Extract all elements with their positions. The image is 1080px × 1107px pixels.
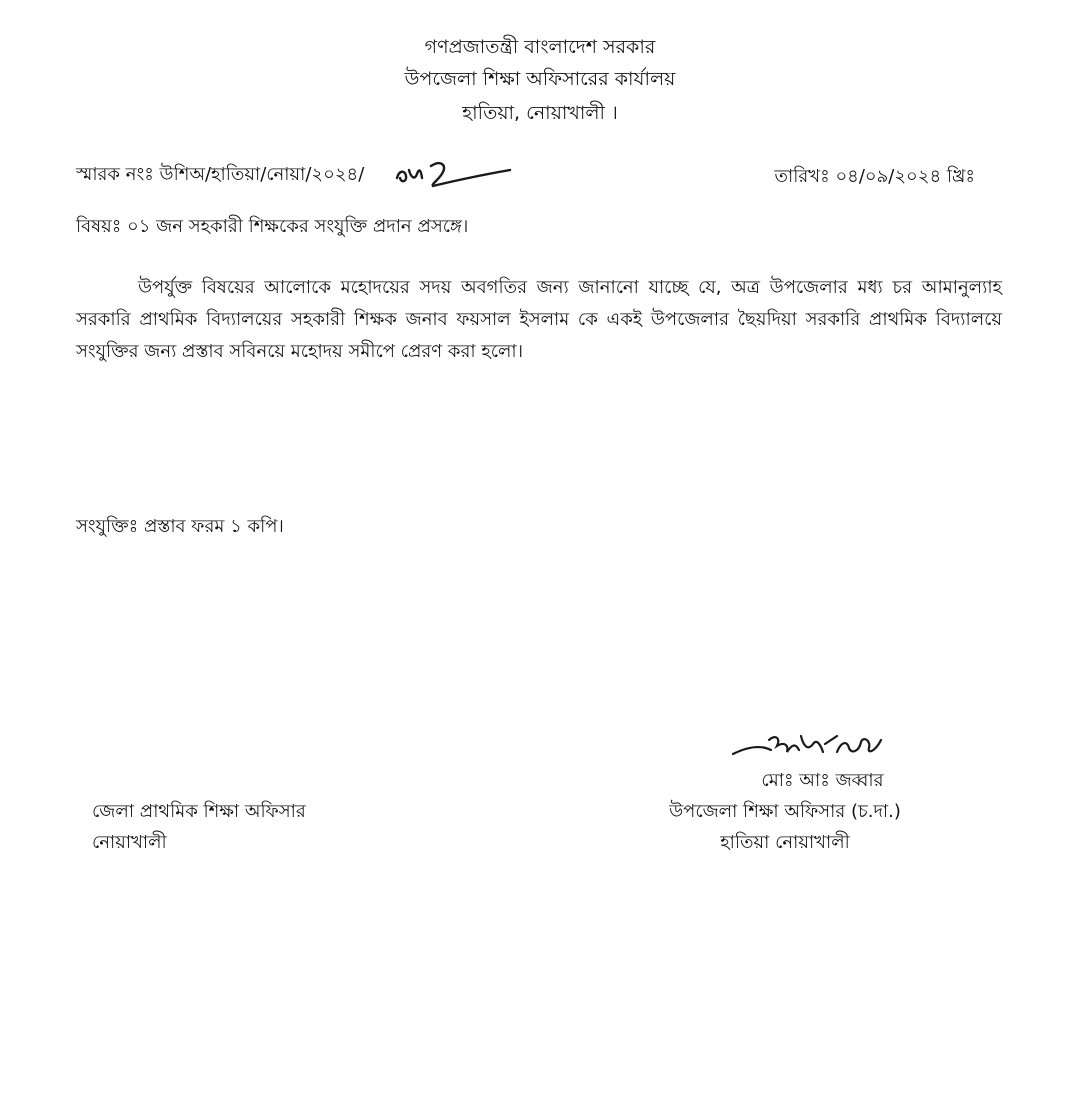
office-name: উপজেলা শিক্ষা অফিসারের কার্যালয়	[404, 68, 676, 90]
recipient-location: নোয়াখালী	[92, 832, 167, 853]
letter-body: উপর্যুক্ত বিষয়ের আলোকে মহোদয়ের সদয় অবগতির জন্য জানানো যাচ্ছে যে, অত্র উপজেলার মধ্য চর আমানুল্যাহ সরকারি প্রাথমিক বিদ্যালয়ের সহকারী শিক্ষক জনাব ফয়সাল ইসলাম কে একই উপজেলার ছৈয়দিয়া সরকারি প্রাথমিক বিদ্যালয়ে সংযুক্তির জন্য প্রস্তাব সবিনয়ে মহোদয় সমীপে প্রেরণ করা হলো।	[76, 277, 1002, 362]
government-name: গণপ্রজাতন্ত্রী বাংলাদেশ সরকার	[424, 36, 656, 58]
recipient-title: জেলা প্রাথমিক শিক্ষা অফিসার	[92, 801, 306, 822]
memo-number: স্মারক নংঃ উশিঅ/হাতিয়া/নোয়া/২০২৪/	[76, 164, 365, 185]
signatory-title: উপজেলা শিক্ষা অফিসার (চ.দা.)	[669, 801, 901, 822]
letter-subject: বিষয়ঃ ০১ জন সহকারী শিক্ষকের সংযুক্তি প্রদান প্রসঙ্গে।	[76, 216, 469, 237]
recipient-block	[92, 796, 306, 858]
signatory-location: হাতিয়া নোয়াখালী	[720, 832, 850, 853]
office-location: হাতিয়া, নোয়াখালী ।	[462, 102, 618, 124]
letter-date: তারিখঃ ০৪/০৯/২০২৪ খ্রিঃ	[774, 166, 975, 187]
signatory-block	[650, 765, 920, 858]
handwritten-memo-number	[395, 156, 520, 192]
attachment-note: সংযুক্তিঃ প্রস্তাব ফরম ১ কপি।	[76, 516, 284, 537]
signatory-name: মোঃ আঃ জব্বার	[761, 770, 884, 791]
officer-signature	[725, 722, 890, 768]
